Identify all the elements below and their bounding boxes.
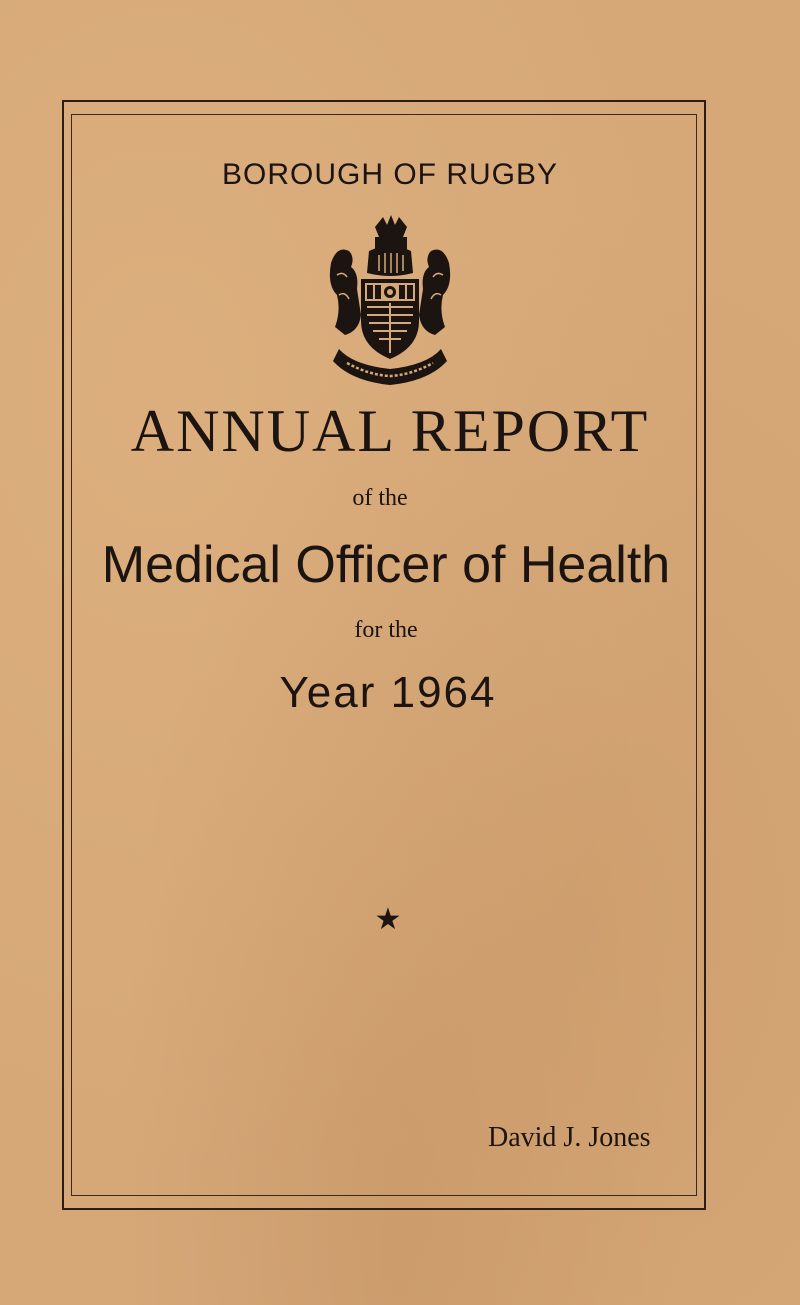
author-name: David J. Jones xyxy=(488,1122,651,1153)
title-connector-for-the: for the xyxy=(354,617,418,643)
borough-heading: BOROUGH OF RUGBY xyxy=(221,158,559,191)
report-year: Year 1964 xyxy=(279,668,497,717)
star-icon: ★ xyxy=(374,902,402,937)
title-connector-of-the: of the xyxy=(352,485,408,511)
coat-of-arms-icon xyxy=(325,215,455,387)
office-title: Medical Officer of Health xyxy=(101,536,671,594)
report-title: ANNUAL REPORT xyxy=(130,398,650,464)
